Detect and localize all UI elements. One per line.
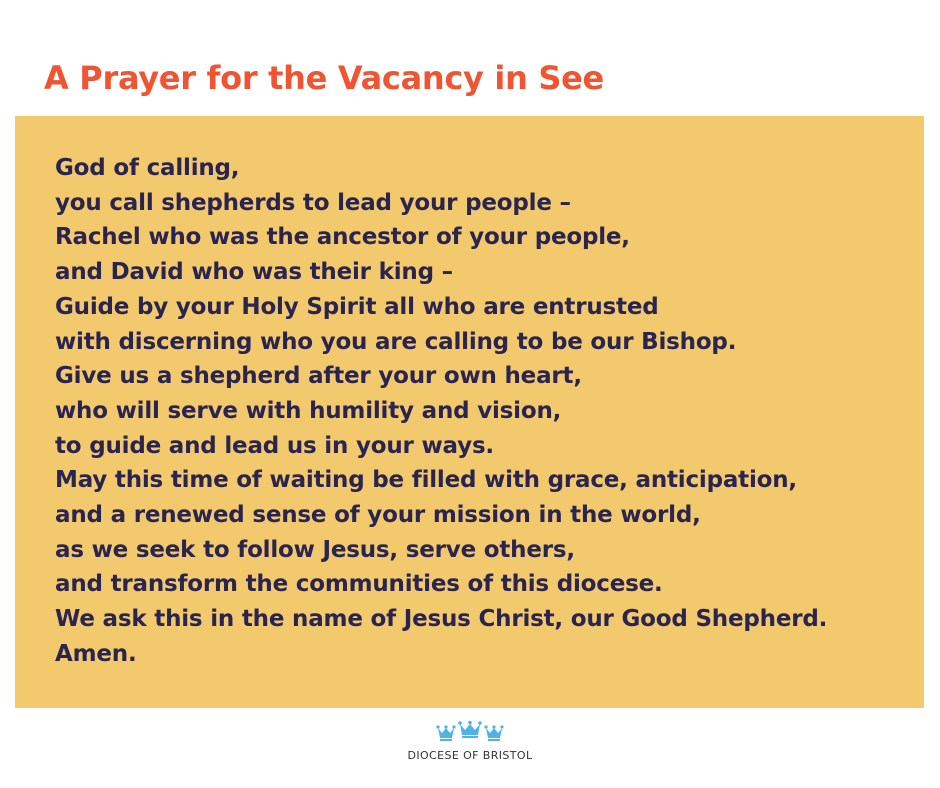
prayer-line: who will serve with humility and vision,	[55, 397, 562, 424]
prayer-line: Guide by your Holy Spirit all who are entrusted	[55, 293, 659, 320]
prayer-line: God of calling,	[55, 155, 240, 181]
prayer-line: with discerning who you are calling to be our Bishop.	[55, 328, 737, 355]
prayer-line: Give us a shepherd after your own heart,	[55, 363, 582, 390]
prayer-panel	[15, 116, 924, 708]
prayer-line: and a renewed sense of your mission in the world,	[55, 502, 701, 529]
prayer-line: and David who was their king –	[55, 259, 453, 286]
prayer-text	[55, 151, 827, 672]
prayer-line: We ask this in the name of Jesus Christ, our Good Shepherd.	[55, 606, 828, 633]
prayer-line: May this time of waiting be filled with grace, anticipation,	[55, 467, 797, 494]
prayer-line: and transform the communities of this diocese.	[55, 571, 663, 598]
prayer-line: you call shepherds to lead your people –	[55, 189, 571, 216]
prayer-line: to guide and lead us in your ways.	[55, 432, 494, 459]
prayer-line: Amen.	[55, 640, 137, 667]
prayer-line: Rachel who was the ancestor of your people,	[55, 224, 630, 251]
prayer-line: as we seek to follow Jesus, serve others,	[55, 536, 575, 563]
page-title: A Prayer for the Vacancy in See	[44, 59, 604, 97]
logo-text: DIOCESE OF BRISTOL	[407, 749, 533, 762]
diocese-logo	[400, 720, 540, 770]
three-crowns-icon	[436, 720, 504, 742]
